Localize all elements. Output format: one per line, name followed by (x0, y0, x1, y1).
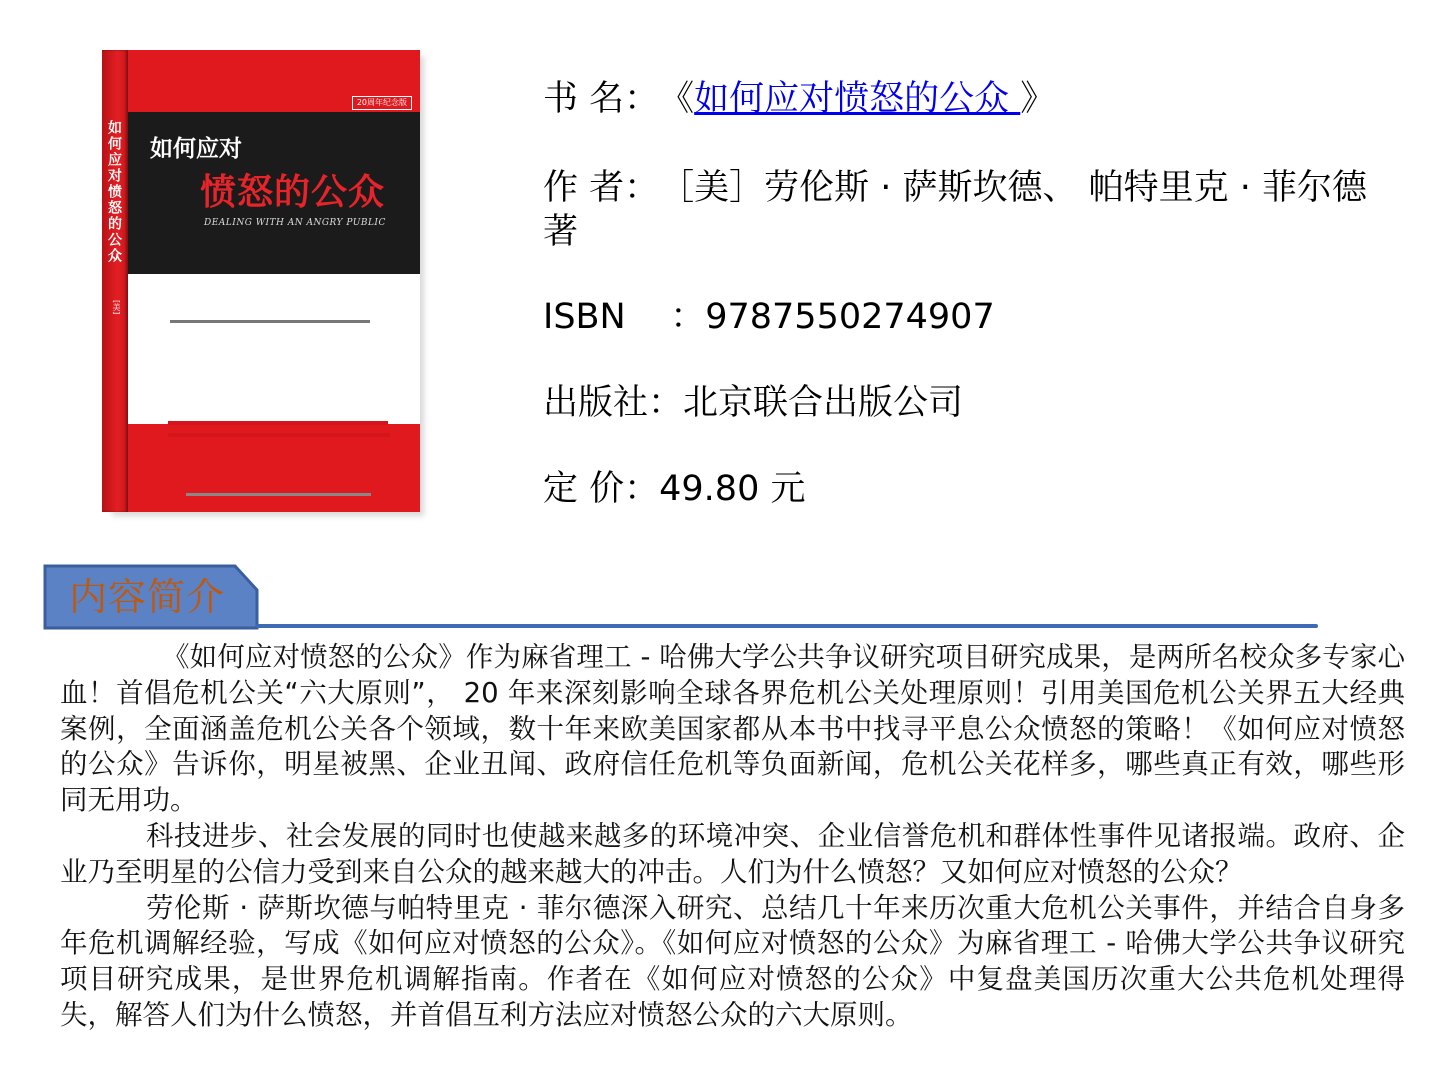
book-author-row (543, 166, 1403, 254)
spine-title: 如何应对愤怒的公众 (106, 120, 122, 264)
author-label: 作 者： (543, 168, 660, 208)
cover-subtitle-en: DEALING WITH AN ANGRY PUBLIC (204, 218, 386, 228)
content-summary (60, 640, 1405, 1034)
summary-paragraph-1: 《如何应对愤怒的公众》作为麻省理工 - 哈佛大学公共争议研究项目研究成果，是两所名校众多专家心血！首倡危机公关“六大原则”， 20 年来深刻影响全球各界危机公关处理原则！引用美国危机公关界五大经典案例，全面涵盖危机公关各个领域，数十年来欧美国家都从本书中找寻平息公众愤怒的策略！《如何应对愤怒的公众》告诉你，明星被黑、企业丑闻、政府信任危机等负面新闻，危机公关花样多，哪些真正有效，哪些形同无用功。 (60, 641, 1405, 817)
cover-blurb-lines (168, 418, 398, 444)
title-label: 书 名： (543, 79, 660, 119)
summary-paragraph-3: 劳伦斯 · 萨斯坎德与帕特里克 · 菲尔德深入研究、总结几十年来历次重大危机公关事件，并结合自身多年危机调解经验，写成《如何应对愤怒的公众》。《如何应对愤怒的公众》为麻省理工 - 哈佛大学公共争议研究项目研究成果，是世界危机调解指南。作者在《如何应对愤怒的公众》中复盘美国历次重大公共危机处理得失，解答人们为什么愤怒，并首倡互利方法应对愤怒公众的六大原则。 (60, 891, 1405, 1031)
cover-title-line2: 愤怒的公众 (200, 171, 386, 213)
cover-fine-print (170, 318, 390, 326)
section-divider-line (256, 624, 1318, 628)
publisher-label: 出版社： (543, 383, 684, 423)
isbn-value: 9787550274907 (705, 297, 995, 337)
spine-authors: [美] (112, 300, 121, 315)
book-publisher-row (543, 382, 963, 424)
book-cover-image (98, 46, 424, 516)
isbn-label: ISBN ： (543, 297, 706, 337)
book-price-row (543, 468, 805, 510)
book-front (128, 50, 420, 512)
publisher-value: 北京联合出版公司 (683, 383, 964, 423)
section-title: 内容简介 (69, 575, 226, 619)
title-close-bracket: 》 (1020, 79, 1056, 119)
book-spine (102, 50, 128, 512)
book-isbn-row (543, 296, 995, 338)
cover-blurb (168, 418, 420, 448)
cover-title-band (128, 112, 420, 274)
title-open-bracket: 《 (659, 79, 695, 119)
book-title-row (543, 78, 1055, 120)
cover-title-line1: 如何应对 (150, 135, 242, 162)
edition-badge: 20周年纪念版 (352, 96, 412, 110)
summary-paragraph-2: 科技进步、社会发展的同时也使越来越多的环境冲突、企业信誉危机和群体性事件见诸报端。政府、企业乃至明星的公信力受到来自公众的越来越大的冲击。人们为什么愤怒？又如何应对愤怒的公众？ (60, 819, 1405, 888)
price-label: 定 价： (543, 469, 660, 509)
book-title-link[interactable]: 如何应对愤怒的公众 (694, 79, 1021, 119)
cover-tagline-line (186, 492, 376, 498)
section-header-tab (43, 564, 261, 630)
cover-tagline (186, 492, 420, 500)
price-value: 49.80 元 (659, 469, 806, 509)
cover-authors (170, 318, 420, 328)
author-value: ［美］劳伦斯 · 萨斯坎德、 帕特里克 · 菲尔德 著 (543, 168, 1368, 252)
